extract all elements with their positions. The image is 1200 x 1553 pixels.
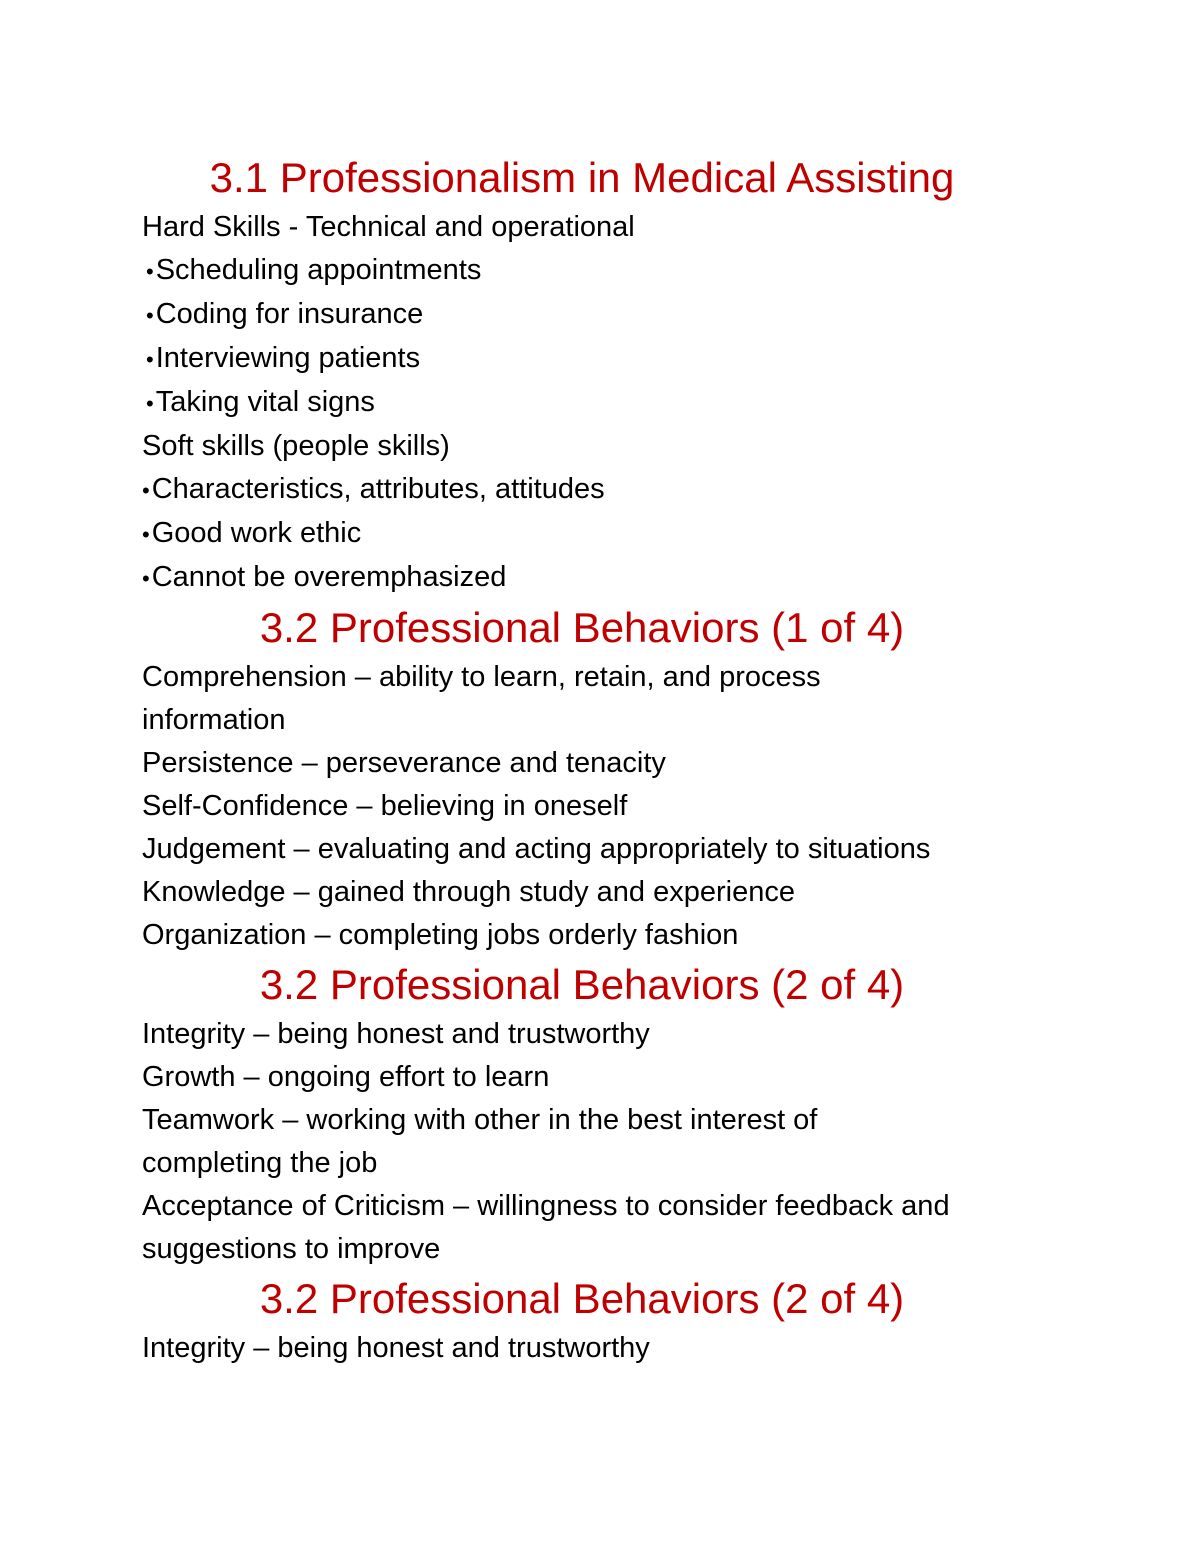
text-line: Organization – completing jobs orderly fashion [142, 919, 739, 951]
section-heading: 3.1 Professionalism in Medical Assisting [209, 154, 955, 201]
section-heading: 3.2 Professional Behaviors (1 of 4) [259, 604, 905, 651]
section-3-1 [142, 150, 1042, 600]
bullet-text: Interviewing patients [155, 342, 421, 374]
text-line: information [142, 704, 286, 736]
bullet-text: Taking vital signs [155, 386, 375, 418]
bullet-icon: • [146, 303, 154, 328]
text-line: Self-Confidence – believing in oneself [142, 790, 628, 822]
text-line: Comprehension – ability to learn, retain, and process [142, 661, 821, 693]
bullet-item [142, 556, 1042, 600]
text-line: completing the job [142, 1147, 378, 1179]
bullet-icon: • [142, 478, 150, 503]
text-line: Persistence – perseverance and tenacity [142, 747, 666, 779]
bullet-icon: • [146, 391, 154, 416]
bullet-item [142, 337, 1042, 381]
bullet-item [142, 293, 1042, 337]
text-line: Integrity – being honest and trustworthy [142, 1332, 650, 1364]
bullet-item [142, 468, 1042, 512]
text-line: Hard Skills - Technical and operational [142, 211, 635, 243]
bullet-item [142, 512, 1042, 556]
bullet-item [142, 381, 1042, 425]
bullet-icon: • [146, 347, 154, 372]
text-line: Knowledge – gained through study and experience [142, 876, 795, 908]
bullet-icon: • [142, 566, 150, 591]
bullet-icon: • [146, 259, 154, 284]
bullet-text: Scheduling appointments [155, 254, 482, 286]
text-line: Integrity – being honest and trustworthy [142, 1018, 650, 1050]
section-3-2-part-2 [142, 957, 1042, 1271]
bullet-item [142, 249, 1042, 293]
bullet-text: Cannot be overemphasized [151, 561, 507, 593]
text-line: Judgement – evaluating and acting appropriately to situations [142, 833, 931, 865]
section-heading: 3.2 Professional Behaviors (2 of 4) [259, 1275, 905, 1322]
bullet-text: Characteristics, attributes, attitudes [151, 473, 605, 505]
section-3-2-part-2-repeat [142, 1271, 1042, 1370]
text-line: Soft skills (people skills) [142, 430, 450, 462]
text-line: Growth – ongoing effort to learn [142, 1061, 550, 1093]
bullet-text: Good work ethic [151, 517, 362, 549]
bullet-text: Coding for insurance [155, 298, 424, 330]
section-3-2-part-1 [142, 600, 1042, 957]
text-line: Teamwork – working with other in the best interest of [142, 1104, 818, 1136]
bullet-icon: • [142, 522, 150, 547]
document-page [142, 150, 1042, 1370]
section-heading: 3.2 Professional Behaviors (2 of 4) [259, 961, 905, 1008]
text-line: Acceptance of Criticism – willingness to consider feedback and [142, 1190, 950, 1222]
text-line: suggestions to improve [142, 1233, 441, 1265]
